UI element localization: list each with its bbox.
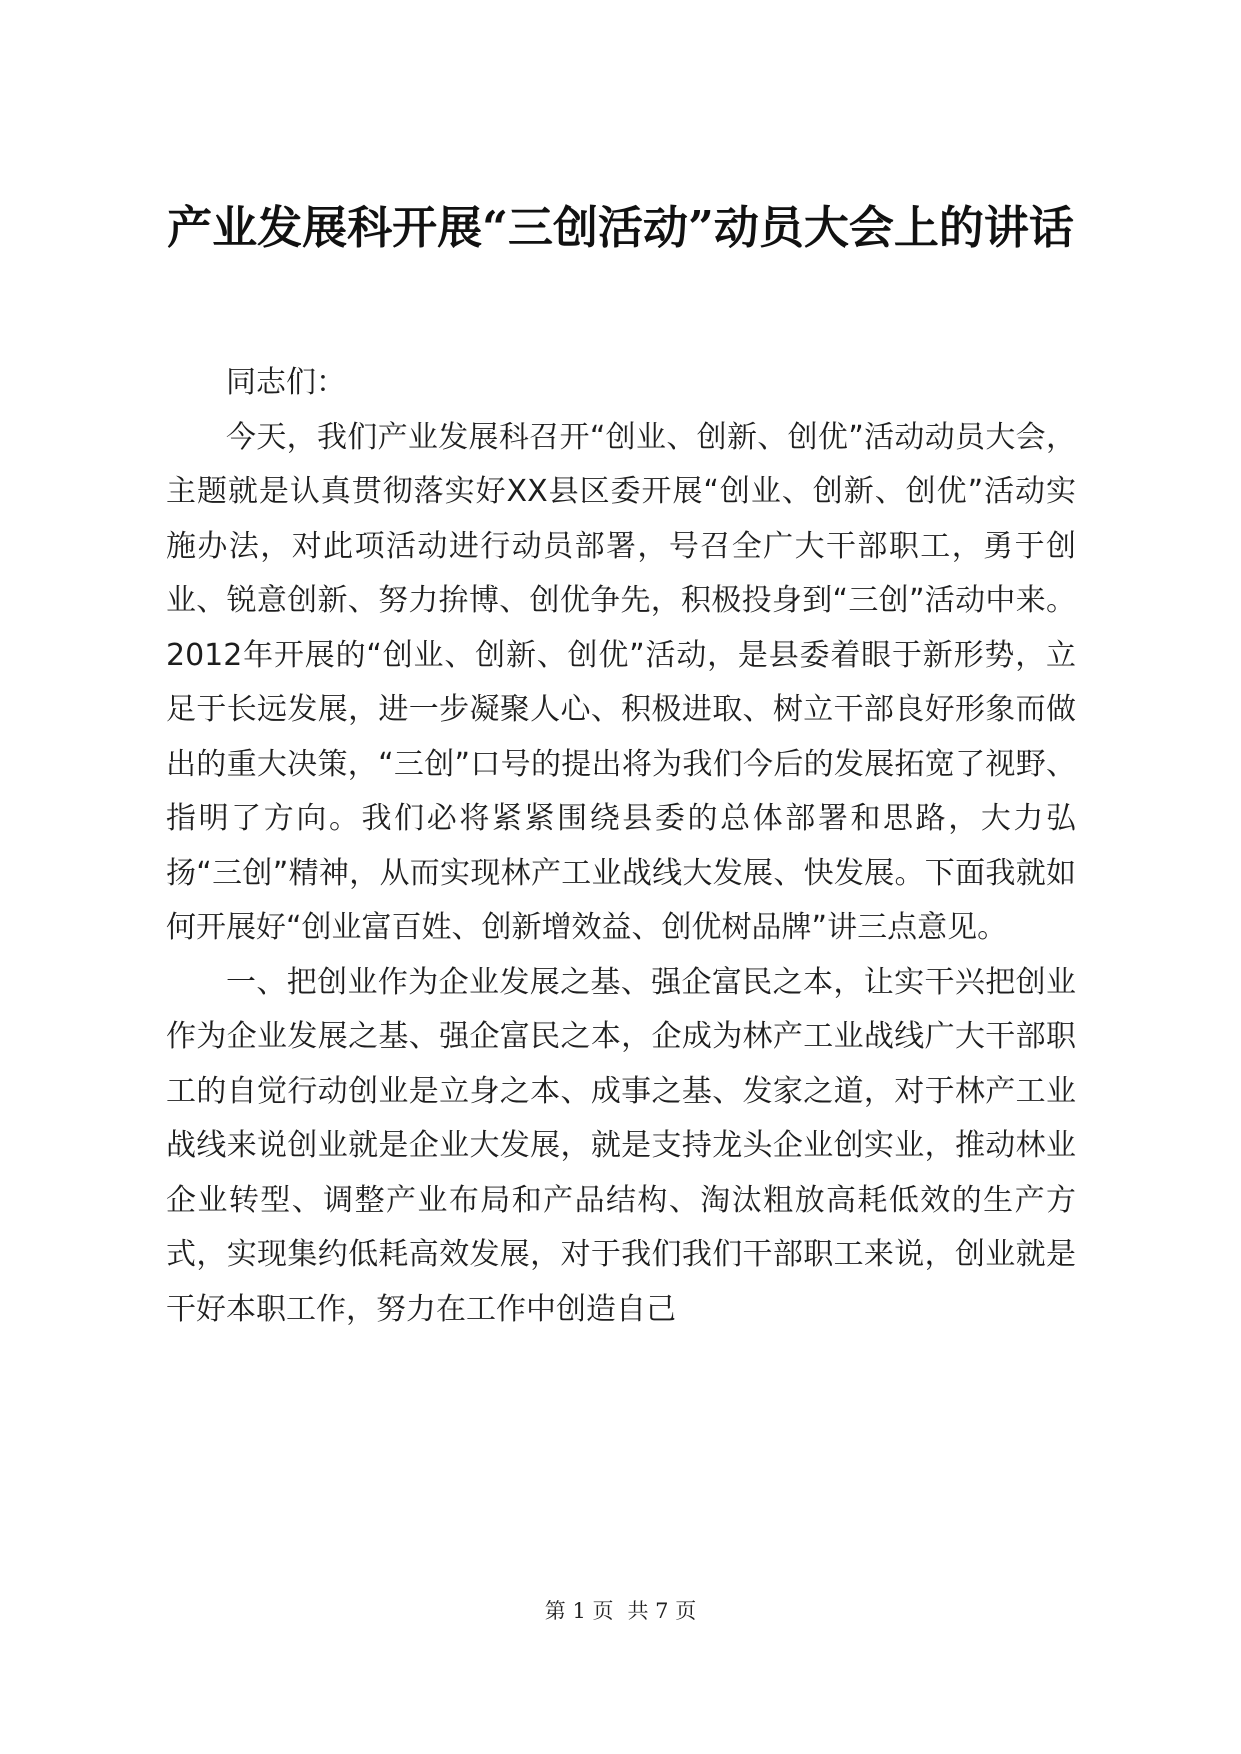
document-title: 产业发展科开展“三创活动”动员大会上的讲话	[167, 201, 1074, 254]
salutation-paragraph: 同志们：	[226, 365, 346, 400]
page-total: 共 7 页	[627, 1599, 697, 1623]
body-paragraph: 今天，我们产业发展科召开“创业、创新、创优”活动动员大会，主题就是认真贯彻落实好XX县区委开展“创业、创新、创优”活动实施办法，对此项活动进行动员部署，号召全广大干部职工，勇于创业、锐意创新、努力拚博、创优争先，积极投身到“三创”活动中来。2012年开展的“创业、创新、创优”活动，是县委着眼于新形势，立足于长远发展，进一步凝聚人心、积极进取、树立干部良好形象而做出的重大决策，“三创”口号的提出将为我们今后的发展拓宽了视野、指明了方向。我们必将紧紧围绕县委的总体部署和思路，大力弘扬“三创”精神，从而实现林产工业战线大发展、快发展。下面我就如何开展好“创业富百姓、创新增效益、创优树品牌”讲三点意见。	[166, 419, 1076, 945]
document-body	[166, 356, 1076, 1337]
page-number: 第 1 页	[544, 1599, 614, 1623]
page-footer	[0, 1596, 1241, 1626]
body-paragraph: 一、把创业作为企业发展之基、强企富民之本，让实干兴把创业作为企业发展之基、强企富民之本，企成为林产工业战线广大干部职工的自觉行动创业是立身之本、成事之基、发家之道，对于林产工业战线来说创业就是企业大发展，就是支持龙头企业创实业，推动林业企业转型、调整产业布局和产品结构、淘汰粗放高耗低效的生产方式，实现集约低耗高效发展，对于我们我们干部职工来说，创业就是干好本职工作，努力在工作中创造自己	[166, 964, 1076, 1327]
